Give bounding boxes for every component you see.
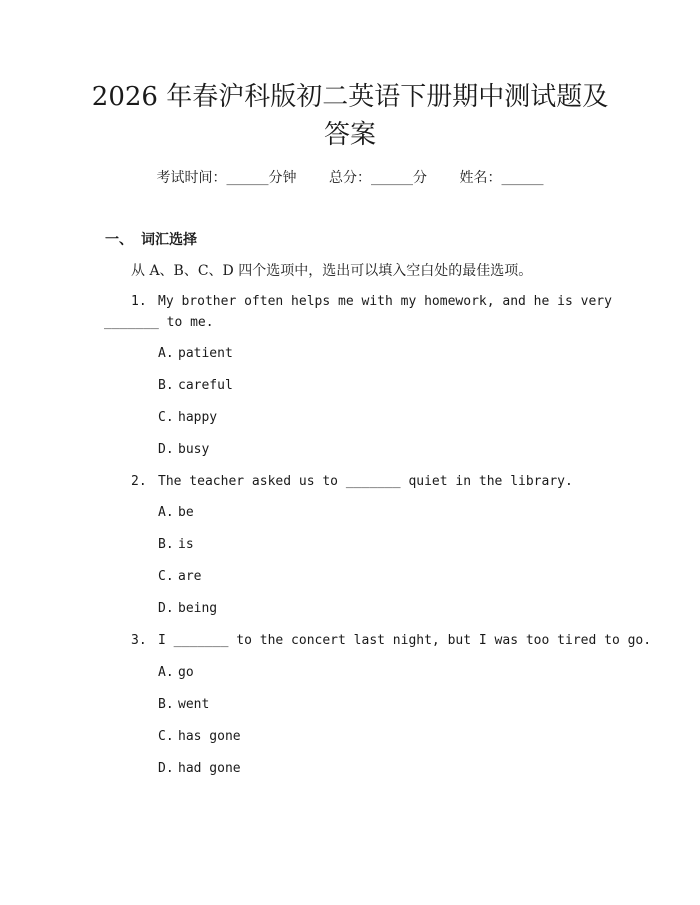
option-letter: B. — [158, 697, 174, 712]
page-title — [60, 78, 640, 154]
option-letter: C. — [158, 410, 174, 425]
option-item — [158, 408, 217, 428]
option-text: is — [178, 537, 194, 552]
option-text: went — [178, 697, 210, 712]
option-item — [158, 663, 194, 683]
option-text: busy — [178, 442, 210, 457]
exam-time-field: 考试时间：______分钟 — [156, 170, 297, 186]
option-item — [158, 344, 233, 364]
option-letter: A. — [158, 346, 174, 361]
option-item — [158, 567, 201, 587]
section-instruction: 从 A、B、C、D 四个选项中，选出可以填入空白处的最佳选项。 — [131, 263, 533, 279]
option-text: has gone — [178, 729, 241, 744]
option-item — [158, 535, 194, 555]
exam-meta — [0, 168, 700, 188]
option-text: be — [178, 505, 194, 520]
option-letter: A. — [158, 505, 174, 520]
option-item — [158, 599, 217, 619]
title-line-1: 2026 年春沪科版初二英语下册期中测试题及 — [91, 82, 609, 112]
option-letter: A. — [158, 665, 174, 680]
option-text: happy — [178, 410, 218, 425]
option-text: being — [178, 601, 218, 616]
exam-score-field: 总分：______分 — [329, 170, 427, 186]
option-item — [158, 759, 241, 779]
option-item — [158, 440, 209, 460]
option-text: are — [178, 569, 202, 584]
option-text: go — [178, 665, 194, 680]
section-title: 词汇选择 — [141, 232, 197, 248]
option-item — [158, 376, 233, 396]
option-text: careful — [178, 378, 233, 393]
title-line-2: 答案 — [323, 120, 376, 150]
option-letter: D. — [158, 442, 174, 457]
option-letter: C. — [158, 729, 174, 744]
option-letter: B. — [158, 378, 174, 393]
question-text: The teacher asked us to _______ quiet in the library. — [158, 474, 573, 489]
question-text-continued: _______ to me. — [104, 315, 214, 330]
question-text: I _______ to the concert last night, but I was too tired to go. — [158, 633, 652, 648]
option-item — [158, 695, 209, 715]
option-item — [158, 727, 241, 747]
option-letter: C. — [158, 569, 174, 584]
section-number: 一、 — [105, 232, 133, 248]
option-letter: B. — [158, 537, 174, 552]
option-letter: D. — [158, 601, 174, 616]
option-item — [158, 503, 194, 523]
exam-name-field: 姓名：______ — [459, 170, 544, 186]
question-number: 2. — [131, 474, 147, 489]
option-text: patient — [178, 346, 233, 361]
option-letter: D. — [158, 761, 174, 776]
question-number: 1. — [131, 294, 147, 309]
question-number: 3. — [131, 633, 147, 648]
question-text: My brother often helps me with my homework, and he is very — [158, 294, 612, 309]
section-heading — [105, 230, 197, 250]
option-text: had gone — [178, 761, 241, 776]
